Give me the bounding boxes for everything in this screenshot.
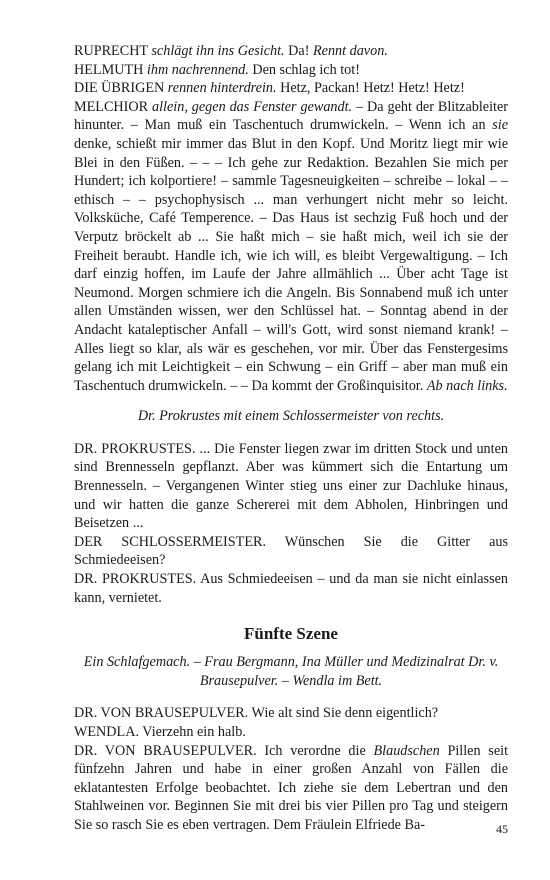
- scene-title: Fünfte Szene: [244, 624, 338, 644]
- dialogue-section-3: [74, 704, 508, 834]
- dialogue-line: [74, 533, 508, 570]
- dialogue-section-2: [74, 440, 508, 607]
- dialogue-line: [74, 704, 508, 723]
- dialogue-text: DR. VON BRAUSEPULVER. Ich verordne die: [74, 742, 374, 759]
- dialogue-text: DR. PROKRUSTES. Aus Schmiedeeisen – und da man sie nicht einlassen kann, vernietet.: [74, 571, 508, 606]
- stage-note: allein, gegen das Fenster gewandt.: [152, 98, 353, 115]
- stage-note: Blaudschen: [373, 742, 440, 759]
- dialogue-line: [74, 440, 508, 533]
- dialogue-text: DER SCHLOSSERMEISTER. Wünschen Sie die Gitter aus Schmiedeeisen?: [74, 533, 508, 569]
- scene-description: Ein Schlafgemach. – Frau Bergmann, Ina Müller und Medizinalrat Dr. v. Brausepulver. – Wendla im Bett.: [83, 654, 499, 689]
- dialogue-line: [74, 723, 508, 742]
- page-body: [74, 42, 508, 835]
- dialogue-text: Hetz, Packan! Hetz! Hetz! Hetz!: [276, 80, 465, 97]
- stage-direction: Dr. Prokrustes mit einem Schlossermeister von rechts.: [137, 408, 445, 425]
- dialogue-line: [74, 79, 508, 98]
- dialogue-text: Den schlag ich tot!: [248, 61, 360, 78]
- dialogue-text: DR. PROKRUSTES. ... Die Fenster liegen zwar im dritten Stock und unten sind Brennesseln gepflanzt. Aber was kümmert sich die Entartung um Brennesseln. – Vergangenen Winter stieg uns einer zur Dachluke hinaus, und wir hatten die ganze Schererei mit dem Abholen, Hinbringen und Beisetzen ...: [74, 440, 508, 532]
- dialogue-text: Da!: [284, 43, 313, 59]
- dialogue-text: – Da geht der Blitzableiter hinunter. – Man muß ein Taschentuch drumwickeln. – Wenn ich an: [74, 98, 508, 134]
- dialogue-line: [74, 98, 508, 396]
- dialogue-text: MELCHIOR: [74, 98, 153, 115]
- dialogue-line: [74, 61, 508, 80]
- dialogue-text: denke, schießt mir immer das Blut in den Kopf. Und Moritz liegt mir wie Blei in den Füßen. – – – Ich gehe zur Redaktion. Bezahlen Sie mich per Hundert; ich kolportiere! – sammle Tagesneuigkeiten – schreibe – lokal – – ethisch – – psychophysisch ... man verhungert nicht mehr so leicht. Volksküche, Café Temperence. – Das Haus ist sechzig Fuß hoch und der Verputz bröckelt ab ... Sie haßt mich – sie haßt mich, weil ich sie der Freiheit beraubt. Handle ich, wie ich will, es bleibt Vergewaltigung. – Ich darf einzig hoffen, im Laufe der Jahre allmählich ... Über acht Tage ist Neumond. Morgen schmiere ich die Angeln. Bis Sonnabend muß ich unter allen Umständen wissen, wer den Schlüssel hat. – Sonntag abend in der Andacht kataleptischer Anfall – will's Gott, wird sonst niemand krank! – Alles liegt so klar, als wär es geschehen, vor mir. Über das Fenstergesims gelang ich mit Leichtigkeit – ein Schwung – ein Griff – aber man muß ein Taschentuch drumwickeln. – – Da kommt der Großinquisitor.: [74, 135, 508, 394]
- stage-note: schlägt ihn ins Gesicht.: [151, 43, 285, 59]
- dialogue-section-1: [74, 42, 508, 395]
- dialogue-text: WENDLA. Vierzehn ein halb.: [74, 724, 246, 740]
- dialogue-text: Pillen seit fünfzehn Jahren und habe in einer großen Anzahl von Fällen die eklatantesten Erfolge beobachtet. Ich ziehe sie dem Lebertran und den Stahlweinen vor. Beginnen Sie mit drei bis vier Pillen pro Tag und steigern Sie so rasch Sie es eben vertragen. Dem Fräulein Elfriede Ba-: [74, 742, 509, 833]
- stage-note: sie: [492, 117, 508, 134]
- stage-note: rennen hinterdrein.: [167, 80, 277, 97]
- dialogue-text: DR. VON BRAUSEPULVER. Wie alt sind Sie denn eigentlich?: [74, 705, 439, 722]
- stage-note: ihm nachrennend.: [146, 61, 249, 78]
- stage-note: Ab nach links.: [426, 377, 508, 394]
- dialogue-line: [74, 42, 508, 61]
- dialogue-text: HELMUTH: [74, 61, 147, 78]
- dialogue-text: RUPRECHT: [74, 43, 152, 59]
- dialogue-text: DIE ÜBRIGEN: [74, 80, 168, 97]
- page-number: 45: [496, 822, 508, 836]
- stage-note: Rennt davon.: [312, 43, 388, 59]
- dialogue-line: [74, 570, 508, 607]
- dialogue-line: [74, 742, 508, 835]
